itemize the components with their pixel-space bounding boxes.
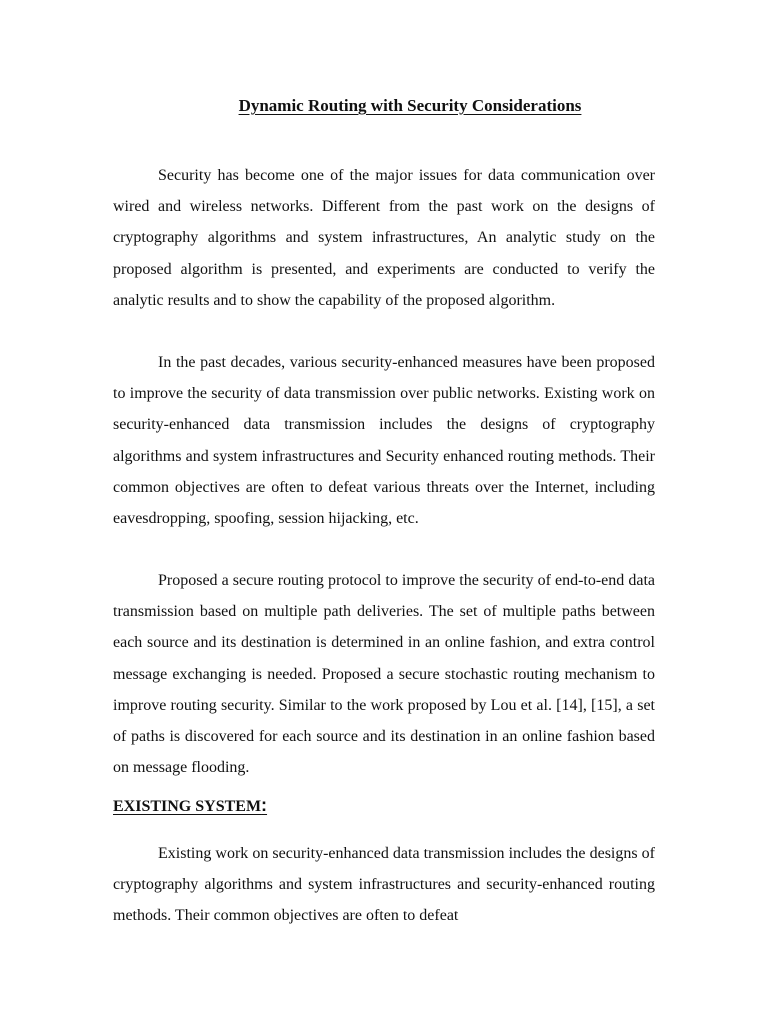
body-paragraph-1: Security has become one of the major issues for data communication over wired and wireless networks. Different from the past work on the designs of cryptography algorithms and system infrastructures, An analytic study on the proposed algorithm is presented, and experiments are conducted to verify the analytic results and to show the capability of the proposed algorithm.: [113, 167, 655, 309]
existing-system-heading: [113, 791, 267, 821]
existing-system-paragraph: Existing work on security-enhanced data transmission includes the designs of cryptography algorithms and system infrastructures and security-enhanced routing methods. Their common objectives are often to defeat: [113, 845, 655, 925]
document-title: Dynamic Routing with Security Considerations: [238, 96, 582, 115]
existing-system-heading-colon: :: [261, 795, 268, 815]
body-paragraph-3: Proposed a secure routing protocol to improve the security of end-to-end data transmission based on multiple path deliveries. The set of multiple paths between each source and its destination is determined in an online fashion, and extra control message exchanging is needed. Proposed a secure stochastic routing mechanism to improve routing security. Similar to the work proposed by Lou et al. [14], [15], a set of paths is discovered for each source and its destination in an online fashion based on message flooding.: [113, 572, 655, 777]
body-paragraph-2: In the past decades, various security-enhanced measures have been proposed to improve the security of data transmission over public networks. Existing work on security-enhanced data transmission includes the designs of cryptography algorithms and system infrastructures and Security enhanced routing methods. Their common objectives are often to defeat various threats over the Internet, including eavesdropping, spoofing, session hijacking, etc.: [113, 354, 655, 528]
existing-system-heading-text: EXISTING SYSTEM: [113, 798, 262, 815]
